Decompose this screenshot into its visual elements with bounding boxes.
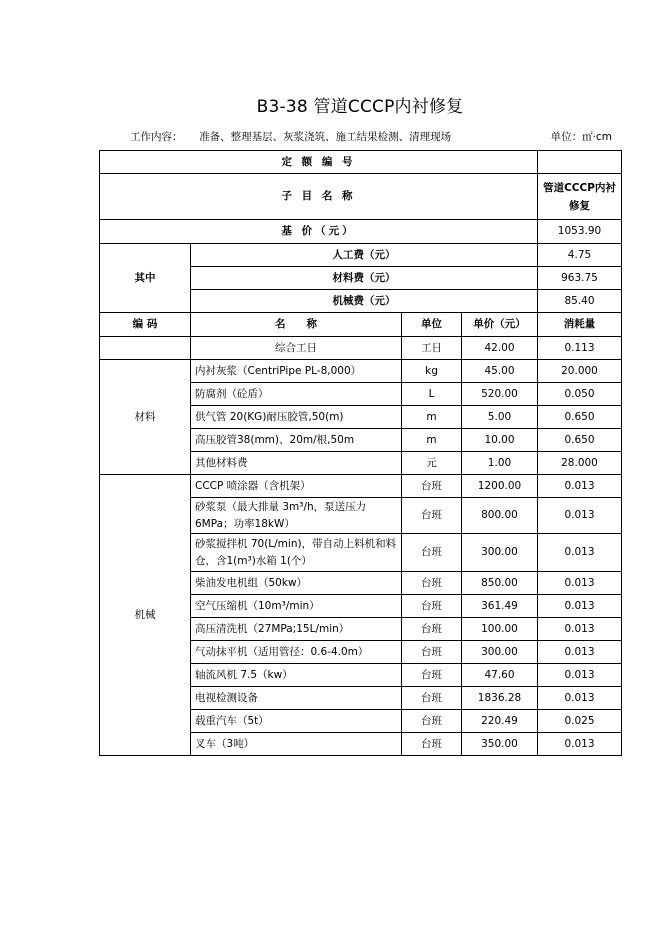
item-price: 10.00 <box>462 429 538 452</box>
quota-number-label: 定 额 编 号 <box>100 151 538 174</box>
item-qty: 0.113 <box>538 337 622 360</box>
item-name: 气动抹平机（适用管径：0.6-4.0m） <box>191 641 402 664</box>
item-unit: 台班 <box>402 572 462 595</box>
item-name: 载重汽车（5t） <box>191 710 402 733</box>
item-qty: 28.000 <box>538 452 622 475</box>
item-price: 300.00 <box>462 534 538 572</box>
base-price-label: 基 价（元） <box>100 220 538 244</box>
item-name: 内衬灰浆（CentriPipe PL-8,000） <box>191 360 402 383</box>
work-content-label: 工作内容： <box>130 131 183 143</box>
item-price: 800.00 <box>462 498 538 534</box>
subitem-name-label: 子 目 名 称 <box>100 174 538 220</box>
item-name: 防腐剂（砼盾） <box>191 383 402 406</box>
item-price: 361.49 <box>462 595 538 618</box>
item-price: 1.00 <box>462 452 538 475</box>
unit-label: 单位：㎡·cm <box>550 131 612 143</box>
item-unit: 台班 <box>402 641 462 664</box>
column-header-qty: 消耗量 <box>538 313 622 337</box>
item-unit: 元 <box>402 452 462 475</box>
item-qty: 0.650 <box>538 429 622 452</box>
table-row-labor <box>100 337 622 360</box>
item-qty: 0.013 <box>538 733 622 756</box>
item-price: 850.00 <box>462 572 538 595</box>
page-title: B3-38 管道CCCP内衬修复 <box>256 97 464 117</box>
item-unit: m <box>402 429 462 452</box>
material-cost-label: 材料费（元） <box>191 267 538 290</box>
item-unit: L <box>402 383 462 406</box>
item-qty: 0.050 <box>538 383 622 406</box>
item-qty: 0.013 <box>538 534 622 572</box>
item-price: 1200.00 <box>462 475 538 498</box>
item-price: 350.00 <box>462 733 538 756</box>
machine-cost-label: 机械费（元） <box>191 290 538 313</box>
item-unit: 台班 <box>402 534 462 572</box>
item-price: 100.00 <box>462 618 538 641</box>
item-qty: 0.013 <box>538 595 622 618</box>
item-name: 电视检测设备 <box>191 687 402 710</box>
table-row <box>100 360 622 383</box>
item-qty: 0.013 <box>538 572 622 595</box>
table-row <box>100 475 622 498</box>
item-unit: 台班 <box>402 710 462 733</box>
item-price: 520.00 <box>462 383 538 406</box>
item-name: 柴油发电机组（50kw） <box>191 572 402 595</box>
item-qty: 0.025 <box>538 710 622 733</box>
quota-table <box>99 150 622 756</box>
machinery-group-label: 机械 <box>100 475 191 756</box>
item-price: 42.00 <box>462 337 538 360</box>
among-label: 其中 <box>100 244 191 313</box>
work-content-text: 准备、整理基层、灰浆浇筑、施工结果检测、清理现场 <box>199 131 452 143</box>
item-name: 砂浆搅拌机 70(L/min)，带自动上料机和料仓，含1(m³)水箱 1(个） <box>191 534 402 572</box>
item-qty: 0.013 <box>538 498 622 534</box>
subitem-name-value: 管道CCCP内衬修复 <box>538 174 622 220</box>
item-name: 其他材料费 <box>191 452 402 475</box>
item-price: 47.60 <box>462 664 538 687</box>
column-header-name: 名 称 <box>191 313 402 337</box>
item-name: 砂浆泵（最大排量 3m³/h，泵送压力 6MPa；功率18kW） <box>191 498 402 534</box>
item-name: 综合工日 <box>191 337 402 360</box>
item-unit: 台班 <box>402 595 462 618</box>
item-price: 220.49 <box>462 710 538 733</box>
item-unit: 台班 <box>402 733 462 756</box>
item-name: CCCP 喷涂器（含机架） <box>191 475 402 498</box>
quota-number-value <box>538 151 622 174</box>
item-name: 叉车（3吨） <box>191 733 402 756</box>
item-price: 5.00 <box>462 406 538 429</box>
item-name: 空气压缩机（10m³/min） <box>191 595 402 618</box>
item-qty: 0.013 <box>538 475 622 498</box>
item-name: 高压胶管38(mm)、20m/根,50m <box>191 429 402 452</box>
item-price: 1836.28 <box>462 687 538 710</box>
item-unit: 台班 <box>402 498 462 534</box>
item-qty: 0.013 <box>538 687 622 710</box>
item-price: 45.00 <box>462 360 538 383</box>
item-unit: 工日 <box>402 337 462 360</box>
column-header-code: 编 码 <box>100 313 191 337</box>
item-qty: 0.650 <box>538 406 622 429</box>
item-unit: kg <box>402 360 462 383</box>
item-qty: 0.013 <box>538 664 622 687</box>
column-header-price: 单价（元） <box>462 313 538 337</box>
column-header-unit: 单位 <box>402 313 462 337</box>
base-price-value: 1053.90 <box>538 220 622 244</box>
work-content-line <box>130 129 612 144</box>
labor-cost-value: 4.75 <box>538 244 622 267</box>
item-qty: 0.013 <box>538 618 622 641</box>
material-cost-value: 963.75 <box>538 267 622 290</box>
item-unit: 台班 <box>402 618 462 641</box>
labor-cost-label: 人工费（元） <box>191 244 538 267</box>
item-name: 供气管 20(KG)耐压胶管,50(m) <box>191 406 402 429</box>
materials-group-label: 材料 <box>100 360 191 475</box>
code-cell <box>100 337 191 360</box>
item-qty: 20.000 <box>538 360 622 383</box>
machine-cost-value: 85.40 <box>538 290 622 313</box>
item-price: 300.00 <box>462 641 538 664</box>
item-name: 高压清洗机（27MPa;15L/min） <box>191 618 402 641</box>
item-name: 轴流风机 7.5（kw） <box>191 664 402 687</box>
item-unit: 台班 <box>402 687 462 710</box>
item-unit: 台班 <box>402 664 462 687</box>
item-qty: 0.013 <box>538 641 622 664</box>
item-unit: m <box>402 406 462 429</box>
item-unit: 台班 <box>402 475 462 498</box>
